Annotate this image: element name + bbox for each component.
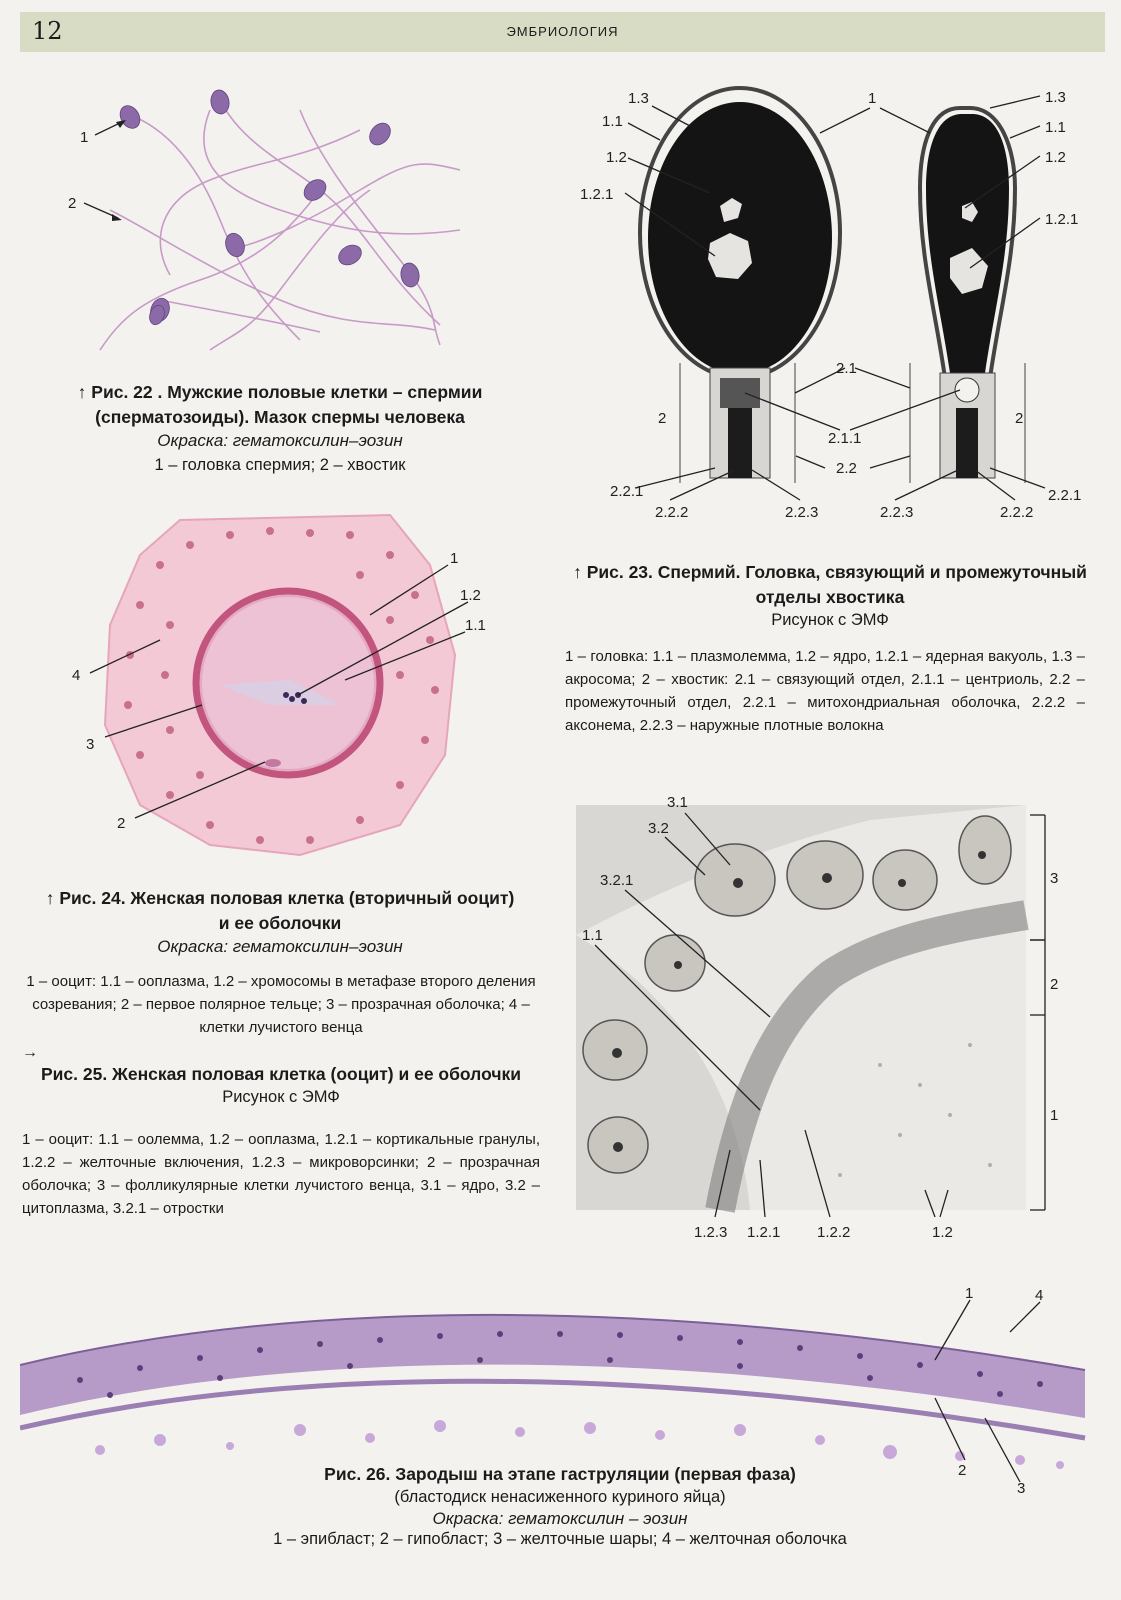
fig22-title: Рис. 22 . Мужские половые клетки – спермии (сперматозоиды). Мазок спермы человека [91,382,483,427]
page-number: 12 [32,17,63,45]
fig23-illustration [570,78,1105,533]
fig25-subtitle: Рисунок с ЭМФ [222,1088,340,1106]
fig23-label: 2.2.1 [610,483,644,500]
fig22-stain: Окраска: гематоксилин–эозин [157,431,403,450]
fig23-caption [560,560,1100,631]
fig25-label: 1.2 [932,1224,953,1241]
fig25-label: 1.2.1 [747,1224,781,1241]
fig22-caption [40,380,520,476]
fig26-legend: 1 – эпибласт; 2 – гипобласт; 3 – желточные шары; 4 – желточная оболочка [273,1530,847,1548]
fig25-label: 3.2 [648,820,669,837]
fig26-label: 2 [958,1462,967,1479]
fig23-label: 2.2.2 [655,504,689,521]
fig23-label: 2.2 [836,460,857,477]
fig26-label: 4 [1035,1287,1044,1304]
fig25-label: 2 [1050,976,1059,993]
fig25-title: Рис. 25. Женская половая клетка (ооцит) и ее оболочки [40,1064,521,1084]
fig26-caption [200,1462,920,1550]
fig24-label: 3 [86,736,95,753]
fig26-label: 1 [965,1285,974,1302]
fig23-title: Рис. 23. Спермий. Головка, связующий и промежуточный отделы хвостика [586,562,1087,607]
page-header [20,12,1105,52]
up-arrow-icon: ↑ [77,382,87,402]
right-arrow-icon: → [22,1044,38,1061]
fig25-label: 1.1 [582,927,603,944]
fig25-illustration [570,785,1105,1250]
fig23-label: 1.3 [1045,89,1066,106]
running-title: ЭМБРИОЛОГИЯ [506,24,619,39]
fig24-title: Рис. 24. Женская половая клетка (вторичный ооцит) и ее оболочки [59,888,515,933]
up-arrow-icon: ↑ [573,562,582,582]
fig25-label: 1 [1050,1107,1059,1124]
fig22-label: 2 [68,195,77,212]
fig25-label: 3.1 [667,794,688,811]
fig23-label: 2.2.1 [1048,487,1082,504]
fig23-label: 1.2 [1045,149,1066,166]
fig25-label: 3 [1050,870,1059,887]
fig23-label: 1.1 [1045,119,1066,136]
fig23-label: 1.2.1 [580,186,614,203]
fig22-label: 1 [80,129,89,146]
fig26-label: 3 [1017,1480,1026,1497]
fig24-legend: 1 – ооцит: 1.1 – ооплазма, 1.2 – хромосомы в метафазе второго деления созревания; 2 – первое полярное тельце; 3 – прозрачная оболочка; 4 – клетки лучистого венца [26,973,536,1036]
fig24-caption [40,886,520,957]
fig23-label: 2.2.3 [785,504,819,521]
fig24-illustration [60,505,500,865]
fig24-label: 1 [450,550,459,567]
fig23-label: 2.1.1 [828,430,862,447]
fig26-title: Рис. 26. Зародыш на этапе гаструляции (первая фаза) [324,1464,796,1484]
fig24-label: 4 [72,667,81,684]
fig22-illustration [60,70,480,360]
fig23-label: 1.2 [606,149,627,166]
fig25-label: 1.2.3 [694,1224,728,1241]
fig25-legend: 1 – ооцит: 1.1 – оолемма, 1.2 – ооплазма, 1.2.1 – кортикальные гранулы, 1.2.2 – желточные включения, 1.2.3 – микроворсинки; 2 – прозрачная оболочка; 3 – фолликулярные клетки лучистого венца, 3.1 – ядро, 3.2 – цитоплазма, 3.2.1 – отростки [22,1131,540,1217]
fig23-label: 2.1 [836,360,857,377]
fig24-stain: Окраска: гематоксилин–эозин [157,937,403,956]
up-arrow-icon: ↑ [45,888,55,908]
fig23-subtitle: Рисунок с ЭМФ [771,611,889,629]
fig23-legend: 1 – головка: 1.1 – плазмолемма, 1.2 – ядро, 1.2.1 – ядерная вакуоль, 1.3 – акросома; 2 – хвостик: 2.1 – связующий отдел, 2.1.1 – центриоль, 2.2 – промежуточный отдел, 2.2.1 – митохондриальная оболочка, 2.2.2 – аксонема, 2.2.3 – наружные плотные волокна [565,648,1085,734]
fig23-label: 2.2.2 [1000,504,1034,521]
fig25-caption [22,1044,540,1108]
fig24-label: 1.2 [460,587,481,604]
fig25-label: 3.2.1 [600,872,634,889]
fig23-label: 2.2.3 [880,504,914,521]
fig24-label: 2 [117,815,126,832]
fig23-label: 1.1 [602,113,623,130]
fig23-label: 1.2.1 [1045,211,1079,228]
fig26-subtitle: (бластодиск ненасиженного куриного яйца) [394,1488,726,1506]
fig23-label: 1.3 [628,90,649,107]
fig22-legend: 1 – головка спермия; 2 – хвостик [154,456,406,474]
fig25-label: 1.2.2 [817,1224,851,1241]
fig23-label: 2 [658,410,667,427]
fig23-label: 1 [868,90,877,107]
fig26-stain: Окраска: гематоксилин – эозин [432,1509,688,1528]
fig24-label: 1.1 [465,617,486,634]
fig23-label: 2 [1015,410,1024,427]
